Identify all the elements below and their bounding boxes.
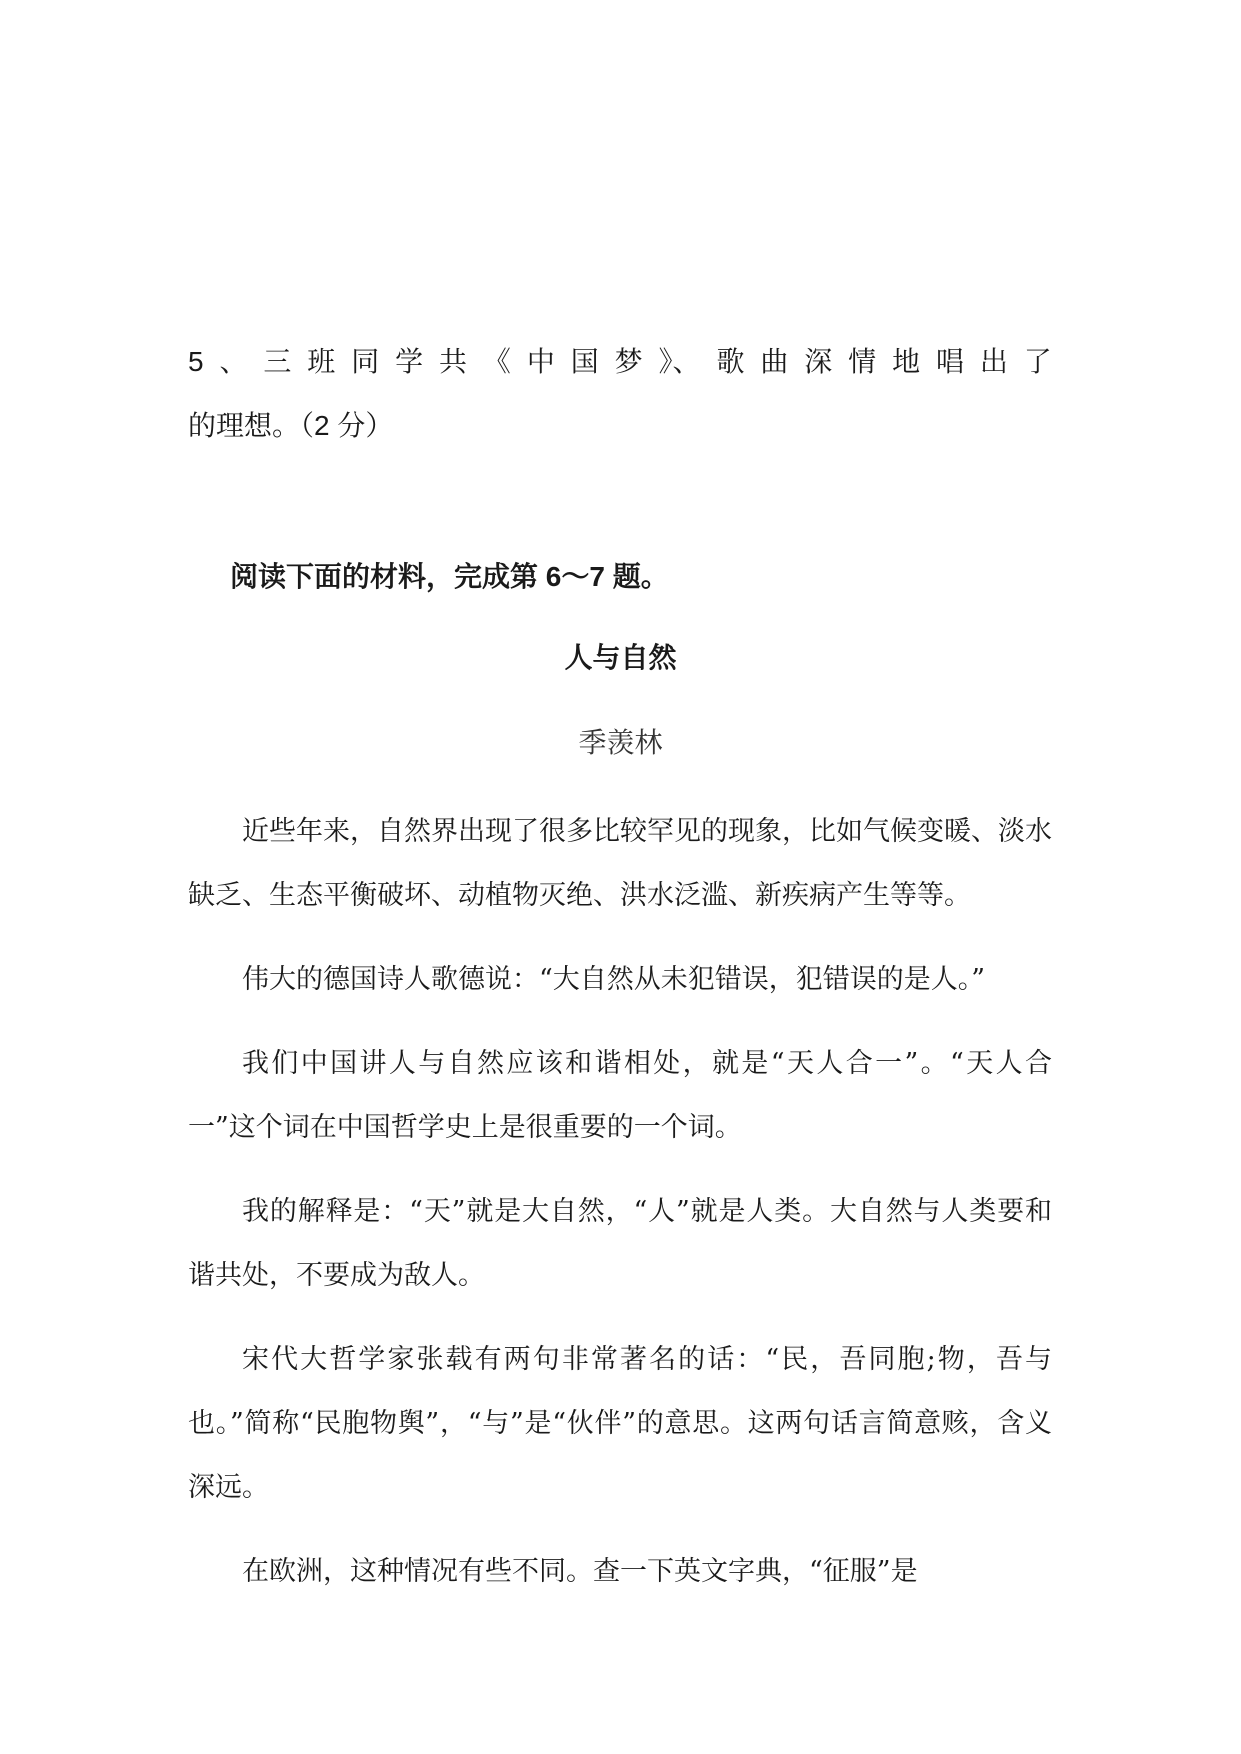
question-5-token: 唱 — [935, 346, 964, 377]
article-body — [188, 800, 1052, 1624]
question-5-token: 同 — [351, 346, 380, 377]
question-5-line-2: 的理想。（2 分） — [188, 410, 394, 441]
article-author: 季羡林 — [578, 727, 663, 758]
question-5-token: 中 — [526, 346, 555, 377]
question-5-token: 曲 — [760, 346, 789, 377]
paragraph-3: 我们中国讲人与自然应该和谐相处，就是“天人合一”。“天人合一”这个词在中国哲学史上是很重要的一个词。 — [188, 1048, 1052, 1143]
question-5-token: 5 — [188, 346, 204, 377]
question-5-token: 共 — [439, 346, 468, 377]
question-5-token: 出 — [979, 346, 1008, 377]
question-5-token: 深 — [804, 346, 833, 377]
paragraph-1: 近些年来，自然界出现了很多比较罕见的现象，比如气候变暖、淡水缺乏、生态平衡破坏、动植物灭绝、洪水泛滥、新疾病产生等等。 — [188, 816, 1052, 911]
question-5-token: 了 — [1023, 346, 1052, 377]
paragraph-2: 伟大的德国诗人歌德说：“大自然从未犯错误，犯错误的是人。” — [242, 964, 986, 995]
question-5-token: 班 — [307, 346, 336, 377]
paragraph-6: 在欧洲，这种情况有些不同。查一下英文字典，“征服”是 — [242, 1556, 918, 1587]
paragraph-5: 宋代大哲学家张载有两句非常著名的话：“民，吾同胞;物，吾与也。”简称“民胞物舆”，“与”是“伙伴”的意思。这两句话言简意赅，含义深远。 — [188, 1344, 1052, 1503]
question-5-token: 国 — [570, 346, 599, 377]
question-5-line-1 — [188, 342, 1052, 382]
question-5-token: 梦 — [614, 346, 643, 377]
question-5-token: 地 — [892, 346, 921, 377]
question-5-token: 》、 — [658, 346, 701, 377]
question-5-token: 学 — [395, 346, 424, 377]
paragraph-4: 我的解释是：“天”就是大自然，“人”就是人类。大自然与人类要和谐共处，不要成为敌人。 — [188, 1196, 1052, 1291]
question-5-token: 三 — [263, 346, 292, 377]
question-5-token: 、 — [219, 346, 248, 377]
question-5-token: 情 — [848, 346, 877, 377]
question-5-token: 歌 — [716, 346, 745, 377]
question-5-token: 《 — [482, 346, 511, 377]
reading-instruction: 阅读下面的材料，完成第 6～7 题。 — [230, 561, 669, 592]
article-title: 人与自然 — [564, 642, 677, 673]
